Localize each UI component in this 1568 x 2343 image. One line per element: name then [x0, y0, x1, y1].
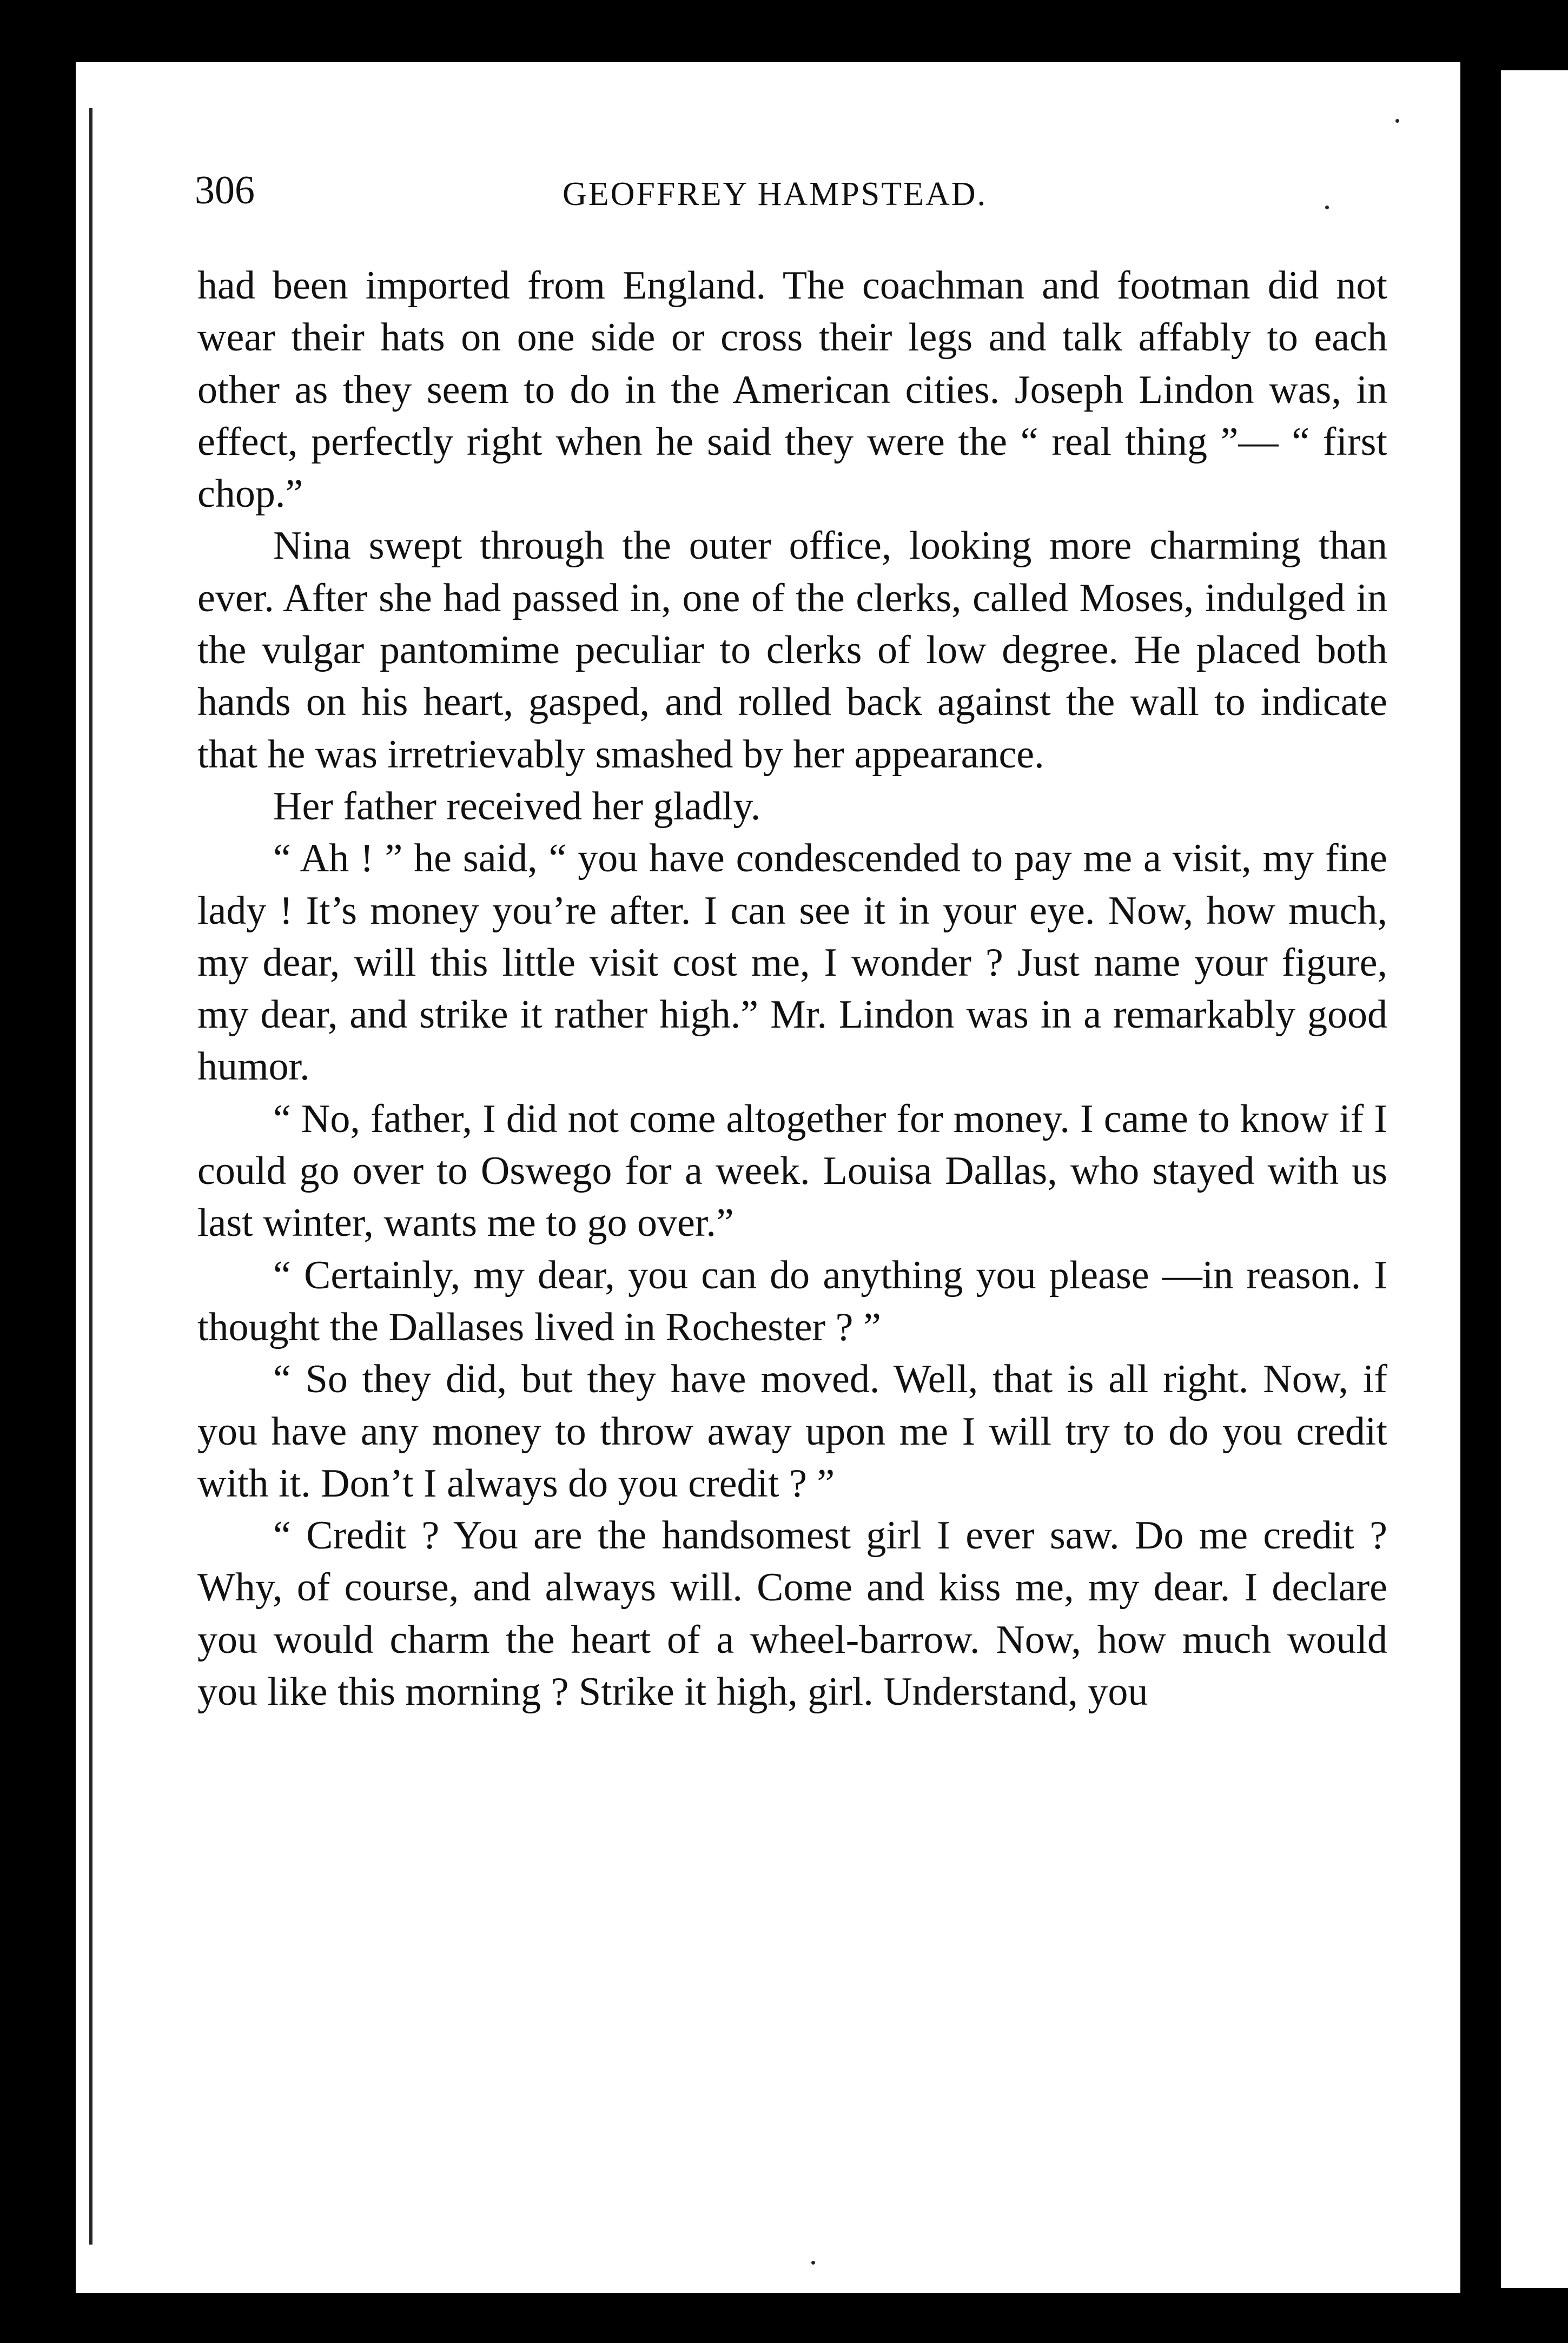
paragraph: “ So they did, but they have moved. Well, that is all right. Now, if you have any money to throw away upon me I will try to do you credit with it. Don’t I always do you credit ? ”	[197, 1357, 1387, 1506]
binding-gutter	[89, 108, 92, 2245]
paragraph: Her father received her gladly.	[273, 784, 761, 829]
paragraph: “ Certainly, my dear, you can do anything you please —in reason. I thought the Dallases lived in Rochester ? ”	[197, 1253, 1387, 1349]
body-text	[197, 260, 1387, 1718]
running-head	[195, 168, 1276, 227]
running-title: GEOFFREY HAMPSTEAD.	[563, 176, 988, 213]
paragraph: Nina swept through the outer office, looking more charming than ever. After she had passed in, one of the clerks, called Moses, indulged in the vulgar pantomime peculiar to clerks of low degree. He placed both hands on his heart, gasped, and rolled back against the wall to indicate that he was irretrievably smashed by her appearance.	[197, 524, 1387, 777]
print-speck	[1325, 206, 1329, 209]
print-speck	[1395, 119, 1399, 123]
page-number: 306	[195, 168, 255, 213]
facing-page-edge	[1501, 70, 1568, 2288]
paragraph: “ Ah ! ” he said, “ you have condescended to pay me a visit, my fine lady ! It’s money you’re after. I can see it in your eye. Now, how much, my dear, will this little visit cost me, I wonder ? Just name your figure, my dear, and strike it rather high.” Mr. Lindon was in a remarkably good humor.	[197, 836, 1387, 1089]
print-speck	[811, 2261, 815, 2265]
paragraph: had been imported from England. The coachman and footman did not wear their hats on one side or cross their legs and talk affably to each other as they seem to do in the American cities. Joseph Lindon was, in effect, perfectly right when he said they were the “ real thing ”— “ first chop.”	[197, 263, 1387, 517]
paragraph: “ No, father, I did not come altogether for money. I came to know if I could go over to Oswego for a week. Louisa Dallas, who stayed with us last winter, wants me to go over.”	[197, 1096, 1387, 1246]
paragraph: “ Credit ? You are the handsomest girl I ever saw. Do me credit ? Why, of course, and always will. Come and kiss me, my dear. I declare you would charm the heart of a wheel-barrow. Now, how much would you like this morning ? Strike it high, girl. Understand, you	[197, 1513, 1387, 1715]
